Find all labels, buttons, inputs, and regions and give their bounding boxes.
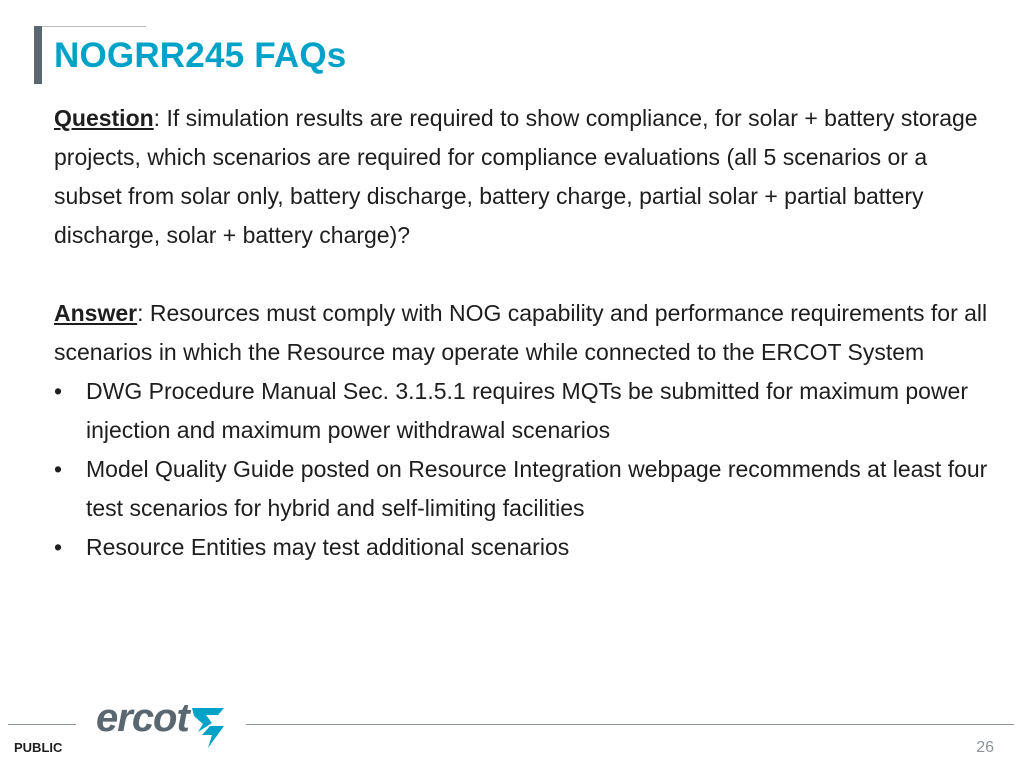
answer-bullet-list bbox=[54, 372, 994, 567]
title-accent-bar bbox=[34, 26, 42, 84]
slide-body bbox=[54, 99, 994, 567]
top-divider bbox=[42, 26, 146, 27]
bullet-icon: • bbox=[54, 456, 63, 482]
paragraph-spacer bbox=[54, 255, 994, 294]
bullet-item bbox=[54, 450, 994, 528]
answer-label: Answer bbox=[54, 300, 138, 326]
bullet-item bbox=[54, 372, 994, 450]
answer-paragraph bbox=[54, 294, 994, 372]
bullet-text: Model Quality Guide posted on Resource Integration webpage recommends at least four test scenarios for hybrid and self-limiting facilities bbox=[86, 456, 988, 521]
question-label: Question bbox=[54, 105, 154, 131]
public-classification-label: PUBLIC bbox=[14, 740, 63, 755]
page-number: 26 bbox=[976, 739, 994, 756]
bullet-icon: • bbox=[54, 534, 63, 560]
question-paragraph bbox=[54, 99, 994, 255]
ercot-logo-text: ercot bbox=[96, 696, 189, 740]
question-text: : If simulation results are required to show compliance, for solar + battery storage projects, which scenarios are required for compliance evaluations (all 5 scenarios or a subset from solar only, battery discharge, battery charge, partial solar + partial battery discharge, solar + battery charge)? bbox=[54, 105, 978, 248]
bullet-item bbox=[54, 528, 994, 567]
answer-text: : Resources must comply with NOG capability and performance requirements for all scenarios in which the Resource may operate while connected to the ERCOT System bbox=[54, 300, 988, 365]
bullet-icon: • bbox=[54, 378, 63, 404]
slide-title: NOGRR245 FAQs bbox=[54, 36, 347, 75]
ercot-bolt-icon bbox=[188, 702, 228, 750]
bullet-text: DWG Procedure Manual Sec. 3.1.5.1 requires MQTs be submitted for maximum power injection and maximum power withdrawal scenarios bbox=[86, 378, 969, 443]
bullet-text: Resource Entities may test additional scenarios bbox=[86, 534, 570, 560]
footer-divider-left bbox=[8, 724, 76, 725]
footer-divider-right bbox=[246, 724, 1014, 725]
